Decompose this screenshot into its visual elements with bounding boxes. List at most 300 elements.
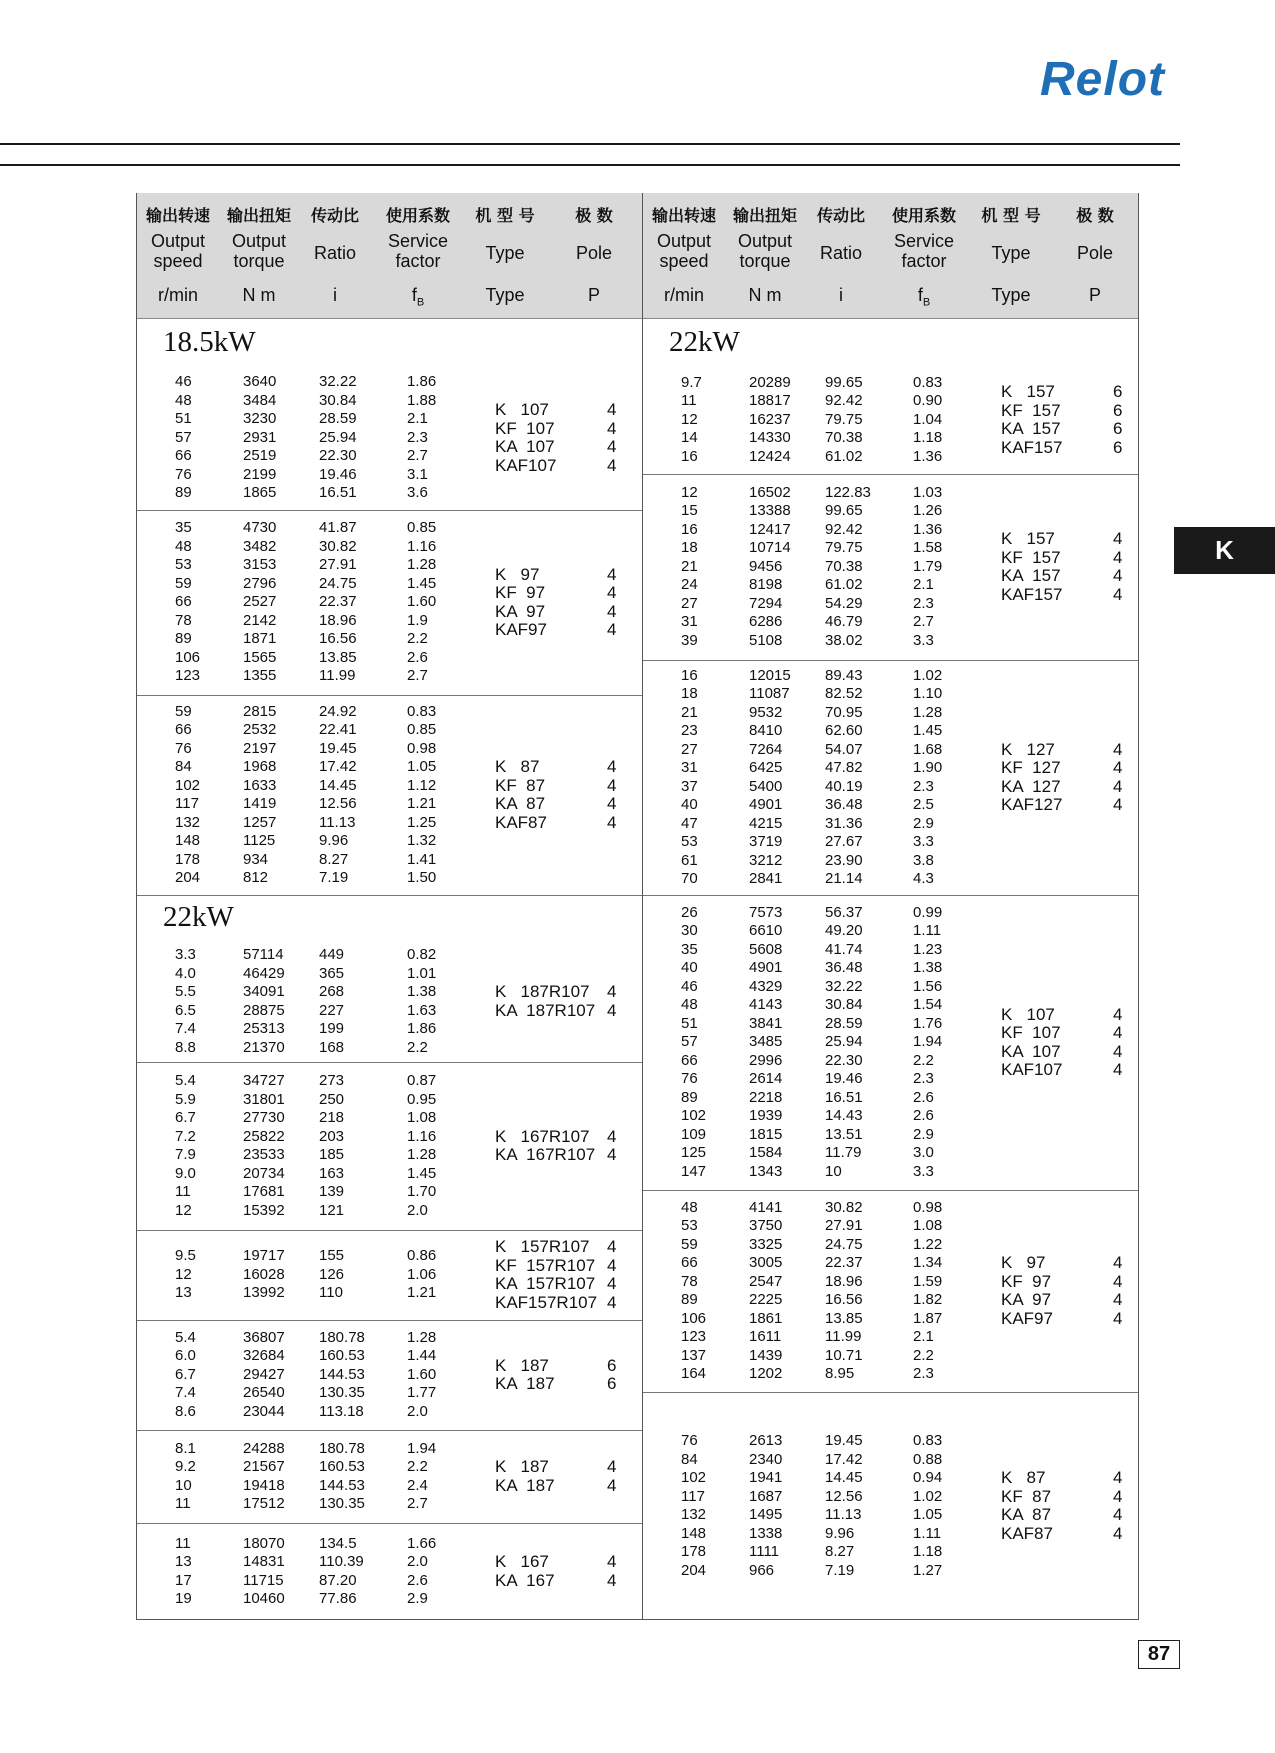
header-cn: 机 型 号 bbox=[475, 206, 535, 225]
type-model: K 167R107 bbox=[495, 1126, 590, 1146]
header-cn: 使用系数 bbox=[385, 206, 450, 225]
data-cell: 16.56 bbox=[319, 630, 357, 648]
data-cell: 31.36 bbox=[825, 814, 863, 832]
data-cell: 2.6 bbox=[913, 1107, 934, 1125]
data-cell: 9456 bbox=[749, 557, 783, 575]
data-cell: 12417 bbox=[749, 520, 791, 538]
data-cell: 3.1 bbox=[407, 465, 428, 483]
data-cell: 26540 bbox=[243, 1384, 285, 1402]
section-divider bbox=[137, 510, 642, 511]
data-cell: 27.91 bbox=[825, 1217, 863, 1234]
type-list bbox=[1001, 530, 1062, 604]
header-col-3 bbox=[877, 193, 971, 319]
data-cell: 3212 bbox=[749, 851, 783, 869]
data-cell: 89 bbox=[175, 630, 192, 648]
data-cell: 2.3 bbox=[913, 1070, 934, 1088]
data-col-3 bbox=[407, 1535, 436, 1609]
data-cell: 66 bbox=[175, 447, 192, 465]
header-symbol-text: N m bbox=[242, 285, 276, 305]
data-cell: 3.3 bbox=[175, 946, 196, 963]
data-cell: 8.8 bbox=[175, 1038, 196, 1056]
pole-count: 4 bbox=[607, 437, 617, 456]
data-col-2 bbox=[319, 373, 357, 503]
data-cell: 54.07 bbox=[825, 740, 863, 758]
data-cell: 1.34 bbox=[913, 1254, 943, 1271]
data-col-2 bbox=[825, 904, 863, 1182]
data-cell: 18817 bbox=[749, 392, 791, 410]
header-symbol bbox=[725, 285, 805, 306]
data-cell: 19717 bbox=[243, 1247, 285, 1265]
data-cell: 2.1 bbox=[913, 576, 934, 594]
data-cell: 1565 bbox=[243, 648, 277, 666]
data-cell: 110.39 bbox=[319, 1553, 364, 1570]
data-cell: 3640 bbox=[243, 373, 277, 391]
data-col-3 bbox=[913, 1432, 942, 1580]
data-cell: 76 bbox=[681, 1432, 698, 1449]
header-cn: 极 数 bbox=[1076, 206, 1114, 225]
section-divider bbox=[643, 660, 1138, 661]
data-cell: 2996 bbox=[749, 1051, 783, 1069]
data-cell: 28.59 bbox=[825, 1014, 863, 1032]
data-cell: 53 bbox=[681, 1217, 698, 1234]
data-cell: 11 bbox=[681, 392, 697, 410]
data-cell: 5608 bbox=[749, 940, 783, 958]
data-cell: 2.2 bbox=[913, 1051, 934, 1069]
header-symbol-sub: B bbox=[416, 296, 425, 309]
header-col-4 bbox=[465, 193, 545, 319]
type-list bbox=[495, 1458, 555, 1495]
data-cell: 1.16 bbox=[407, 537, 437, 555]
data-cell: 1.22 bbox=[913, 1235, 943, 1253]
data-cell: 32.22 bbox=[319, 373, 357, 391]
data-col-2 bbox=[319, 1329, 365, 1422]
data-cell: 1.70 bbox=[407, 1183, 437, 1200]
data-cell: 7.4 bbox=[175, 1384, 196, 1402]
pole-count: 4 bbox=[1113, 739, 1123, 759]
data-cell: 7573 bbox=[749, 903, 783, 921]
data-cell: 139 bbox=[319, 1183, 345, 1200]
type-model: K 107 bbox=[495, 400, 549, 419]
data-cell: 2519 bbox=[243, 447, 277, 465]
data-col-3 bbox=[407, 1072, 436, 1220]
data-cell: 2218 bbox=[749, 1088, 783, 1106]
data-cell: 36.48 bbox=[825, 959, 863, 977]
data-cell: 2340 bbox=[749, 1450, 783, 1468]
data-cell: 1.36 bbox=[913, 447, 943, 465]
header-en: Output torque bbox=[737, 231, 793, 271]
type-model: KAF157 bbox=[1001, 584, 1063, 604]
data-cell: 1633 bbox=[243, 776, 277, 794]
data-cell: 11.79 bbox=[825, 1144, 862, 1162]
header-cn: 输出转速 bbox=[145, 206, 210, 225]
pole-count: 4 bbox=[1113, 1468, 1123, 1487]
pole-count: 4 bbox=[1113, 795, 1123, 814]
data-cell: 2.1 bbox=[407, 410, 428, 428]
data-cell: 40.19 bbox=[825, 777, 863, 795]
data-cell: 3750 bbox=[749, 1217, 783, 1234]
pole-count: 6 bbox=[1113, 419, 1123, 438]
data-cell: 1343 bbox=[749, 1162, 783, 1180]
data-cell: 25.94 bbox=[825, 1033, 863, 1051]
data-cell: 5.5 bbox=[175, 983, 196, 1000]
data-cell: 2.9 bbox=[407, 1590, 428, 1607]
type-model: K 187R107 bbox=[495, 982, 590, 1001]
data-cell: 20734 bbox=[243, 1164, 285, 1182]
data-cell: 1584 bbox=[749, 1144, 783, 1162]
data-cell: 1939 bbox=[749, 1107, 783, 1125]
header-col-1 bbox=[219, 193, 299, 319]
data-cell: 12.56 bbox=[825, 1487, 863, 1505]
pole-count: 4 bbox=[607, 418, 617, 438]
data-cell: 3841 bbox=[749, 1014, 783, 1032]
data-col-0 bbox=[681, 374, 702, 467]
data-cell: 268 bbox=[319, 983, 345, 1000]
data-cell: 36807 bbox=[243, 1328, 285, 1346]
data-cell: 1.28 bbox=[407, 1146, 437, 1163]
data-cell: 36.48 bbox=[825, 796, 863, 813]
data-cell: 21567 bbox=[243, 1458, 285, 1475]
section-divider bbox=[137, 695, 642, 696]
data-cell: 1202 bbox=[749, 1365, 783, 1382]
header-symbol-text: r/min bbox=[664, 285, 704, 305]
data-col-3 bbox=[913, 1199, 942, 1384]
data-cell: 2.1 bbox=[913, 1328, 934, 1345]
data-cell: 365 bbox=[319, 964, 345, 982]
data-cell: 1.28 bbox=[407, 556, 437, 574]
pole-count: 6 bbox=[607, 1355, 617, 1375]
data-col-1 bbox=[243, 373, 276, 503]
type-model: KF 157 bbox=[1001, 400, 1061, 420]
data-cell: 18070 bbox=[243, 1534, 285, 1552]
data-cell: 2.0 bbox=[407, 1402, 428, 1420]
data-cell: 11.99 bbox=[319, 667, 356, 685]
data-cell: 1.54 bbox=[913, 996, 943, 1014]
header-col-1 bbox=[725, 193, 805, 319]
pole-count: 4 bbox=[607, 1457, 617, 1476]
data-cell: 8.6 bbox=[175, 1402, 196, 1420]
data-cell: 25822 bbox=[243, 1127, 285, 1145]
data-cell: 1.79 bbox=[913, 557, 943, 575]
data-cell: 25313 bbox=[243, 1020, 285, 1037]
data-cell: 2.3 bbox=[913, 777, 934, 795]
data-cell: 168 bbox=[319, 1038, 345, 1056]
data-cell: 1.18 bbox=[913, 429, 943, 447]
data-cell: 102 bbox=[681, 1469, 707, 1486]
data-cell: 48 bbox=[175, 391, 192, 409]
data-col-1 bbox=[749, 1432, 782, 1580]
data-cell: 966 bbox=[749, 1561, 775, 1579]
data-cell: 62.60 bbox=[825, 722, 863, 739]
data-cell: 7294 bbox=[749, 594, 783, 612]
data-cell: 14330 bbox=[749, 429, 791, 447]
data-cell: 3005 bbox=[749, 1254, 783, 1271]
data-cell: 1.45 bbox=[407, 1164, 437, 1182]
header-col-2 bbox=[805, 193, 877, 319]
data-cell: 1611 bbox=[749, 1328, 782, 1345]
data-cell: 9532 bbox=[749, 703, 783, 721]
data-cell: 19.45 bbox=[319, 739, 357, 757]
data-cell: 11.13 bbox=[319, 813, 356, 831]
data-cell: 0.82 bbox=[407, 946, 437, 963]
data-cell: 56.37 bbox=[825, 903, 863, 921]
pole-count: 6 bbox=[607, 1374, 617, 1393]
data-cell: 89 bbox=[175, 484, 192, 502]
data-cell: 53 bbox=[175, 556, 192, 574]
data-cell: 204 bbox=[681, 1561, 707, 1579]
data-cell: 106 bbox=[175, 648, 201, 666]
data-cell: 1.60 bbox=[407, 1365, 437, 1383]
type-model: KF 87 bbox=[495, 775, 546, 795]
type-model: KF 157 bbox=[1001, 547, 1061, 567]
pole-count: 4 bbox=[1113, 566, 1123, 585]
data-cell: 4329 bbox=[749, 977, 783, 995]
pole-count: 4 bbox=[1113, 1308, 1123, 1328]
header-symbol-text: f bbox=[917, 285, 923, 305]
data-cell: 16502 bbox=[749, 483, 791, 501]
data-cell: 1.11 bbox=[913, 1524, 942, 1542]
data-cell: 1.01 bbox=[407, 964, 437, 982]
data-cell: 76 bbox=[175, 739, 192, 757]
data-cell: 84 bbox=[175, 758, 192, 775]
data-cell: 1.9 bbox=[407, 611, 428, 629]
data-cell: 2527 bbox=[243, 593, 277, 611]
pole-count: 4 bbox=[1113, 1023, 1123, 1042]
data-cell: 24.75 bbox=[319, 574, 357, 592]
data-cell: 2.7 bbox=[407, 447, 428, 465]
data-cell: 4141 bbox=[749, 1198, 783, 1216]
data-cell: 2613 bbox=[749, 1432, 783, 1449]
data-cell: 12 bbox=[681, 410, 698, 428]
data-cell: 28.59 bbox=[319, 410, 357, 428]
header-cn: 使用系数 bbox=[891, 206, 956, 225]
data-cell: 5400 bbox=[749, 777, 783, 795]
pole-count: 4 bbox=[1113, 1486, 1123, 1506]
data-cell: 87.20 bbox=[319, 1571, 357, 1589]
data-cell: 273 bbox=[319, 1072, 345, 1089]
data-cell: 3484 bbox=[243, 391, 277, 409]
data-cell: 2547 bbox=[749, 1272, 783, 1290]
data-cell: 21 bbox=[681, 703, 698, 721]
data-cell: 40 bbox=[681, 796, 698, 813]
type-model: KA 127 bbox=[1001, 776, 1061, 796]
type-model: KAF157 bbox=[1001, 437, 1063, 457]
data-cell: 46 bbox=[681, 977, 698, 995]
data-cell: 155 bbox=[319, 1247, 345, 1265]
pole-count: 4 bbox=[1113, 776, 1123, 796]
pole-count: 6 bbox=[1113, 437, 1123, 457]
data-cell: 14 bbox=[681, 429, 698, 447]
data-cell: 14.43 bbox=[825, 1107, 863, 1125]
data-cell: 0.83 bbox=[913, 373, 943, 391]
section-divider bbox=[137, 1062, 642, 1063]
pole-list bbox=[1113, 1254, 1122, 1328]
data-cell: 48 bbox=[681, 1198, 698, 1216]
table-header-left bbox=[137, 193, 642, 319]
data-cell: 14.45 bbox=[825, 1469, 863, 1486]
pole-list bbox=[607, 983, 616, 1020]
data-cell: 17512 bbox=[243, 1495, 285, 1512]
type-list bbox=[1001, 383, 1062, 457]
data-cell: 203 bbox=[319, 1127, 345, 1145]
data-cell: 28875 bbox=[243, 1001, 285, 1019]
header-en: Type bbox=[485, 243, 525, 263]
data-cell: 934 bbox=[243, 850, 269, 868]
data-col-3 bbox=[913, 667, 942, 889]
section-divider bbox=[643, 474, 1138, 475]
data-cell: 1.11 bbox=[913, 922, 942, 940]
pole-count: 4 bbox=[1113, 1271, 1123, 1291]
data-cell: 1871 bbox=[243, 630, 277, 648]
type-model: KA 187R107 bbox=[495, 1000, 596, 1020]
data-cell: 31801 bbox=[243, 1090, 285, 1108]
data-cell: 2.6 bbox=[407, 1571, 428, 1589]
data-cell: 1.60 bbox=[407, 593, 437, 611]
data-cell: 1.21 bbox=[407, 795, 437, 812]
data-cell: 32684 bbox=[243, 1347, 285, 1365]
type-model: KF 157R107 bbox=[495, 1255, 596, 1275]
data-col-3 bbox=[407, 1247, 436, 1303]
pole-count: 4 bbox=[607, 1145, 617, 1164]
data-cell: 9.2 bbox=[175, 1458, 196, 1475]
data-cell: 78 bbox=[175, 611, 192, 629]
data-cell: 26 bbox=[681, 903, 698, 921]
data-cell: 11 bbox=[175, 1495, 191, 1512]
type-model: KF 107 bbox=[1001, 1023, 1061, 1042]
data-cell: 1.36 bbox=[913, 520, 943, 538]
data-cell: 0.94 bbox=[913, 1469, 943, 1486]
data-cell: 812 bbox=[243, 869, 269, 886]
data-cell: 185 bbox=[319, 1146, 345, 1163]
data-cell: 47.82 bbox=[825, 759, 863, 776]
header-symbol bbox=[299, 285, 371, 306]
data-col-3 bbox=[913, 484, 942, 651]
data-cell: 19.46 bbox=[319, 465, 357, 483]
data-cell: 3325 bbox=[749, 1235, 783, 1253]
data-cell: 35 bbox=[681, 940, 698, 958]
pole-count: 4 bbox=[607, 1552, 617, 1571]
pole-list bbox=[1113, 1469, 1122, 1543]
pole-count: 4 bbox=[607, 455, 617, 475]
data-cell: 178 bbox=[175, 850, 201, 868]
data-cell: 78 bbox=[681, 1272, 698, 1290]
data-cell: 70 bbox=[681, 870, 698, 887]
data-cell: 32.22 bbox=[825, 977, 863, 995]
data-cell: 11 bbox=[175, 1183, 191, 1200]
data-cell: 84 bbox=[681, 1450, 698, 1468]
data-cell: 59 bbox=[175, 702, 192, 720]
data-cell: 9.5 bbox=[175, 1247, 196, 1265]
data-cell: 24.75 bbox=[825, 1235, 863, 1253]
data-cell: 16.51 bbox=[319, 484, 357, 502]
data-cell: 1.16 bbox=[407, 1127, 437, 1145]
data-cell: 1.86 bbox=[407, 1020, 437, 1037]
data-col-0 bbox=[175, 519, 200, 686]
data-cell: 2.2 bbox=[407, 1458, 428, 1475]
data-col-0 bbox=[175, 1247, 196, 1303]
data-cell: 1.87 bbox=[913, 1309, 943, 1327]
data-cell: 30 bbox=[681, 922, 698, 940]
data-cell: 27.67 bbox=[825, 833, 863, 850]
data-cell: 1495 bbox=[749, 1506, 783, 1523]
pole-count: 4 bbox=[607, 1292, 617, 1312]
data-cell: 13 bbox=[175, 1284, 192, 1302]
pole-count: 4 bbox=[1113, 584, 1123, 604]
data-cell: 17.42 bbox=[825, 1450, 863, 1468]
data-cell: 77.86 bbox=[319, 1590, 357, 1607]
data-cell: 9.96 bbox=[319, 832, 349, 849]
data-cell: 76 bbox=[175, 465, 192, 483]
data-cell: 61.02 bbox=[825, 447, 863, 465]
power-heading: 22kW bbox=[163, 901, 234, 933]
data-cell: 59 bbox=[681, 1235, 698, 1253]
data-cell: 1.05 bbox=[407, 758, 437, 775]
data-cell: 4143 bbox=[749, 996, 783, 1014]
data-cell: 0.98 bbox=[407, 739, 437, 757]
data-cell: 6610 bbox=[749, 922, 783, 940]
data-col-0 bbox=[681, 667, 698, 889]
data-cell: 178 bbox=[681, 1543, 707, 1560]
data-cell: 21370 bbox=[243, 1038, 285, 1056]
type-model: KF 127 bbox=[1001, 758, 1061, 777]
type-model: KA 187 bbox=[495, 1374, 555, 1393]
data-cell: 16.51 bbox=[825, 1088, 863, 1106]
data-cell: 27 bbox=[681, 740, 698, 758]
header-symbol bbox=[877, 285, 971, 309]
header-symbol-text: N m bbox=[748, 285, 782, 305]
data-col-2 bbox=[319, 1072, 344, 1220]
pole-list bbox=[1113, 741, 1122, 815]
header-col-0 bbox=[137, 193, 219, 319]
header-symbol-text: P bbox=[587, 285, 600, 305]
data-cell: 1.32 bbox=[407, 832, 437, 849]
data-cell: 250 bbox=[319, 1090, 345, 1108]
data-col-3 bbox=[407, 703, 436, 888]
header-symbol bbox=[465, 285, 545, 306]
data-cell: 3.3 bbox=[913, 631, 934, 649]
type-model: KAF87 bbox=[495, 812, 547, 832]
data-cell: 180.78 bbox=[319, 1328, 365, 1346]
type-model: K 107 bbox=[1001, 1004, 1055, 1024]
data-cell: 1.38 bbox=[913, 959, 943, 977]
header-en: Service factor bbox=[893, 231, 955, 271]
data-cell: 0.95 bbox=[407, 1090, 437, 1108]
data-cell: 4215 bbox=[749, 814, 783, 832]
data-cell: 1125 bbox=[243, 832, 276, 849]
data-cell: 0.90 bbox=[913, 392, 943, 410]
data-col-2 bbox=[319, 703, 357, 888]
power-heading: 22kW bbox=[669, 326, 740, 358]
data-cell: 22.37 bbox=[319, 593, 357, 611]
data-cell: 5108 bbox=[749, 631, 783, 649]
type-list bbox=[495, 566, 547, 640]
data-cell: 12 bbox=[175, 1265, 192, 1283]
header-cn: 传动比 bbox=[816, 206, 865, 225]
type-model: KA 87 bbox=[495, 794, 546, 813]
type-model: K 97 bbox=[1001, 1253, 1046, 1272]
data-cell: 8.27 bbox=[825, 1543, 855, 1560]
data-cell: 4901 bbox=[749, 796, 783, 813]
data-cell: 23.90 bbox=[825, 851, 863, 869]
data-cell: 2614 bbox=[749, 1070, 783, 1088]
data-cell: 0.87 bbox=[407, 1072, 437, 1089]
data-cell: 11.99 bbox=[825, 1328, 862, 1345]
data-cell: 1355 bbox=[243, 667, 277, 685]
type-model: KA 107 bbox=[1001, 1041, 1061, 1061]
data-cell: 46429 bbox=[243, 964, 285, 982]
data-cell: 11.13 bbox=[825, 1506, 862, 1523]
section-divider bbox=[137, 1523, 642, 1524]
data-cell: 4901 bbox=[749, 959, 783, 977]
